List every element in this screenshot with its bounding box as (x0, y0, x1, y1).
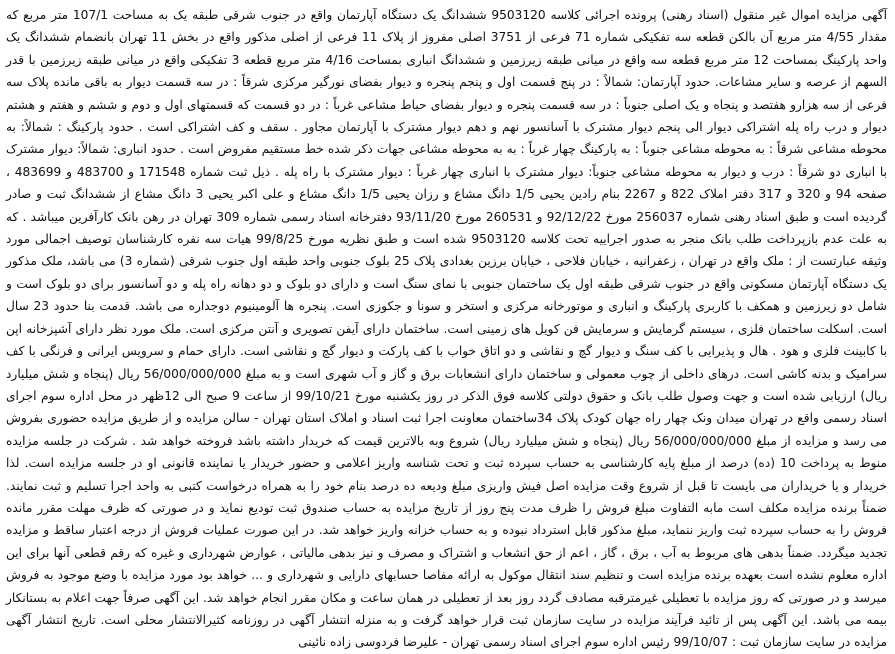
auction-notice-text: آگهی مزایده اموال غیر منقول (اسناد رهنی) پرونده اجرائی کلاسه 9503120 ششدانگ یک دستگاه آپارتمان واقع در جنوب شرقی طبقه یک به مساحت 107/1 متر مربع که مقدار 4/55 متر مربع آن بالکن قطعه سه تفکیکی شماره 71 فرعی از 3751 اصلی مفروز از پلاک 11 فرعی از اصلی مذکور واقع در بخش 11 تهران بانضمام ششدانگ یک واحد پارکینگ بمساحت 12 متر مربع قطعه سه واقع در میانی طبقه زیرزمین و ششدانگ انباری بمساحت 4/16 متر مربع قطعه 3 تفکیکی واقع در میانی طبقه زیرزمین با قدر السهم از عرصه و سایر مشاعات. حدود آپارتمان: شمالاً : در پنج قسمت اول و پنجم پنجره و دیوار بفضای نورگیر مرکزی شرقاً : در سه قسمت دیوار به باقی مانده پلاک سه فرعی از سه هزارو هفتصد و پنجاه و یک اصلی جنوباً : در سه قسمت پنجره و دیوار بفضای حیاط مشاعی غرباً : در دو قسمت که قسمتهای اول و دوم و ششم و هفتم و هشتم دیوار و درب راه پله اشتراکی دیوار الی پنجم دیوار مشترک با آسانسور نهم و دهم دیوار مشترک با آپارتمان مجاور . سقف و کف اشتراکی است . حدود پارکینگ : شمالاً: به محوطه مشاعی شرقاً : به محوطه مشاعی جنوباً : به پارکینگ چهار غرباً : به به محوطه مشاعی جهات ذکر شده خط مستقیم مفروض است . حدود انباری: شمالاً: دیوار مشترک با انباری دو شرقاً : درب و دیوار به محوطه مشاعی جنوباً: دیوار مشترک با انباری چهار غرباً : دیوار مشترک با راه پله . ذیل ثبت شماره 171548 و 483700 و 483699 ، صفحه 94 و 320 و 317 دفتر املاک 822 و 2267 بنام رادین یحیی 1/5 دانگ مشاع و رزان یحیی 1/5 دانگ مشاع و علی اکبر یحیی 3 دانگ مشاع از ششدانگ ثبت و صادر گردیده است و طبق اسناد رهنی شماره 256037 مورخ 92/12/22 و 260531 مورخ 93/11/20 دفترخانه اسناد رسمی شماره 309 تهران در رهن بانک کارآفرین میباشد . که به علت عدم بازپرداخت طلب بانک منجر به صدور اجراییه تحت کلاسه 9503120 شده است و طبق نظریه مورخ 99/8/25 هیات سه نفره کارشناسان توصیف اجمالی مورد وثیقه عبارتست از : ملک واقع در تهران ، زعفرانیه ، خیابان فلاحی ، خیابان برزین بغدادی پلاک 25 بلوک جنوبی واحد طبقه اول جنوب شرقی (شماره 3) می باشد، ملک مذکور یک دستگاه آپارتمان مسکونی واقع در جنوب شرقی طبقه اول یک ساختمان جنوبی با نمای سنگ است و دارای دو بلوک و دو دهانه راه پله و دو آسانسور برای دو بلوک است و شامل دو زیرزمین و همکف با کاربری پارکینگ و انباری و موتورخانه مرکزی و استخر و سونا و جکوزی است. پنجره ها آلومینیوم دوجداره می باشد. قدمت بنا حدود 23 سال است. اسکلت ساختمان فلزی ، سیستم گرمایش و سرمایش فن کویل های زمینی است. ساختمان دارای آیفن تصویری و آنتن مرکزی است. ملک مورد نظر دارای آشپزخانه اپن با کابینت فلزی و هود . هال و پذیرایی با کف سنگ و دیوار گچ و نقاشی و دو اتاق خواب با کف پارکت و دیوار گچ و نقاشی است. دارای حمام و سرویس ایرانی و فرنگی با کف سرامیک و بدنه کاشی است. درهای داخلی از چوب معمولی و ساختمان دارای انشعابات برق و گاز و آب شهری است و به مبلغ 56/000/000/000 ریال (پنجاه و شش میلیارد ریال) ارزیابی شده است و جهت وصول طلب بانک و حقوق دولتی کلاسه فوق الذکر در روز یکشنبه مورخ 99/10/21 از ساعت 9 صبح الی 12ظهر در محل اداره سوم اجرای اسناد رسمی واقع در تهران میدان ونک چهار راه جهان کودک پلاک 34ساختمان معاونت اجرا ثبت اسناد و املاک استان تهران - سالن مزایده و از طریق مزایده حضوری بفروش می رسد و مزایده از مبلغ 56/000/000/000 ریال (پنجاه و شش میلیارد ریال) شروع وبه بالاترین قیمت که خریدار داشته باشد فروخته خواهد شد . شرکت در جلسه مزایده منوط به پرداخت 10 (ده) درصد از مبلغ پایه کارشناسی به حساب سپرده ثبت و تحت شناسه واریز اعلامی و حضور خریدار یا نماینده قانونی او در جلسه مزایده است. لذا خریدار و یا خریداران می بایست تا قبل از شروع وقت مزایده اصل فیش واریزی مبلغ ودیعه ده درصد بنام خود را به همراه درخواست کتبی به واحد اجرا تسلیم و ثبت نمایند. ضمناً برنده مزایده مکلف است مابه التفاوت مبلغ فروش را ظرف مدت پنج روز از تاریخ مزایده به حساب صندوق ثبت تودیع نماید و در صورتی که ظرف مهلت مقرر مانده فروش را به حساب سپرده ثبت واریز ننماید، مبلغ مذکور قابل استرداد نبوده و به حساب خزانه واریز خواهد شد. در این صورت عملیات فروش از درجه اعتبار ساقط و مزایده تجدید میگردد. ضمناً بدهی های مربوط به آب ، برق ، گاز ، اعم از حق انشعاب و اشتراک و مصرف و نیز بدهی مالیاتی ، عوارض شهرداری و غیره که رقم قطعی آنها برای این اداره معلوم نشده است بعهده برنده مزایده است و تنظیم سند انتقال موکول به ارائه مفاصا حسابهای دارایی و شهرداری و ... خواهد بود مورد مزایده با وضع موجود به فروش میرسد و در صورتی که روز مزایده با تعطیلی غیرمترقبه مصادف گردد روز بعد از تعطیلی در همان ساعت و مکان مقرر انجام خواهد شد. این آگهی صرفاً جهت اعلام به بستانکار بیمه می باشد. این آگهی پس از تائید فرآیند مزایده در سایت سازمان ثبت قرار خواهد گرفت و به منزله انتشار آگهی در روزنامه کثیرالانتشار محلی است. تاریخ انتشار آگهی مزایده در سایت سازمان ثبت : 99/10/07 رئیس اداره سوم اجرای اسناد رسمی تهران - علیرضا فردوسی زاده نائینی (6, 8, 888, 650)
